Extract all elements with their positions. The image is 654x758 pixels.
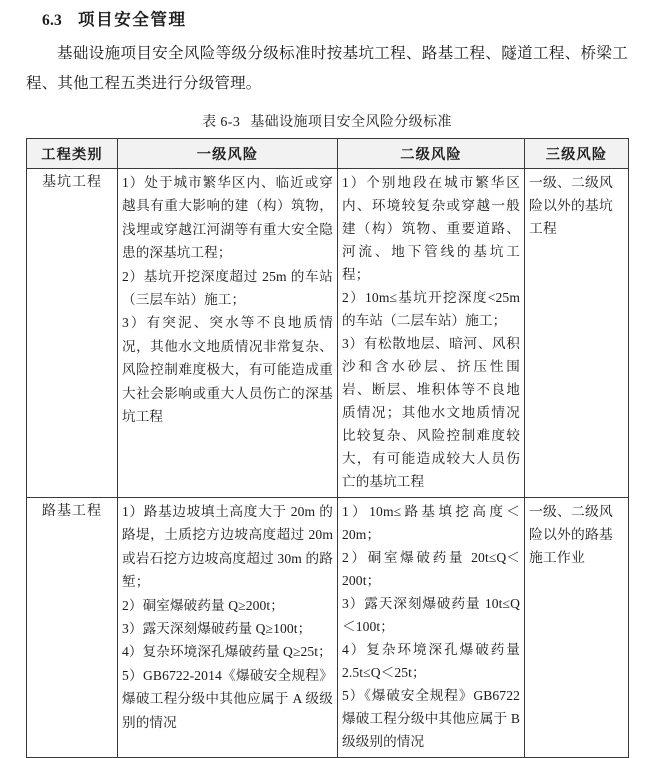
level1-item-list xyxy=(122,171,333,428)
cell-level1 xyxy=(118,498,338,758)
risk-item: 5）《爆破安全规程》GB6722 爆破工程分级中其他应属于 B 级级别的情况 xyxy=(342,688,520,749)
cell-level1 xyxy=(118,169,338,498)
risk-item: 2）10m≤基坑开挖深度<25m 的车站（二层车站）施工； xyxy=(342,290,520,328)
risk-item: 3）有突泥、突水等不良地质情况，其他水文地质情况非常复杂、风险控制难度极大，有可能造成重大社会影响或重大人员伤亡的深基坑工程 xyxy=(122,315,333,425)
risk-grading-table xyxy=(26,138,629,758)
table-row xyxy=(27,498,629,758)
cell-category: 路基工程 xyxy=(27,498,118,758)
cell-level2 xyxy=(338,498,525,758)
risk-item: 1）10m≤路基填挖高度＜20m； xyxy=(342,504,520,542)
table-header-row xyxy=(27,139,629,169)
level2-item-list xyxy=(342,171,520,493)
cell-level3: 一级、二级风险以外的路基施工作业 xyxy=(525,498,629,758)
risk-table-wrapper xyxy=(26,138,628,758)
risk-item: 2）硐室爆破药量 Q≥200t； xyxy=(122,597,284,613)
table-caption xyxy=(0,111,654,131)
risk-item: 4）复杂环境深孔爆破药量 2.5t≤Q＜25t； xyxy=(342,642,520,680)
risk-item: 3）露天深刻爆破药量 10t≤Q＜100t； xyxy=(342,596,520,634)
table-row xyxy=(27,169,629,498)
table-head xyxy=(27,139,629,169)
risk-item: 1）处于城市繁华区内、临近或穿越具有重大影响的建（构）筑物，浅埋或穿越江河湖等有重大安全隐患的深基坑工程； xyxy=(122,175,333,261)
risk-item: 3）有松散地层、暗河、风积沙和含水砂层、挤压性围岩、断层、堆积体等不良地质情况；其他水文地质情况比较复杂、风险控制难度较大，有可能造成较大人员伤亡的基坑工程 xyxy=(342,336,520,489)
table-caption-title: 基础设施项目安全风险分级标准 xyxy=(250,115,452,130)
risk-item: 1）个别地段在城市繁华区内、环境较复杂或穿越一般建（构）筑物、重要道路、河流、地下管线的基坑工程； xyxy=(342,175,520,282)
section-number: 6.3 xyxy=(42,12,62,29)
column-header-level3: 三级风险 xyxy=(525,139,629,169)
risk-item: 4）复杂环境深孔爆破药量 Q≥25t； xyxy=(122,644,332,660)
cell-level3: 一级、二级风险以外的基坑工程 xyxy=(525,169,629,498)
risk-item: 2）基坑开挖深度超过 25m 的车站（三层车站）施工； xyxy=(122,268,333,308)
column-header-level1: 一级风险 xyxy=(118,139,338,169)
risk-item: 3）露天深刻爆破药量 Q≥100t； xyxy=(122,621,312,637)
column-header-level2: 二级风险 xyxy=(338,139,525,169)
level2-item-list xyxy=(342,500,520,753)
table-caption-label: 表 6-3 xyxy=(202,115,241,130)
column-header-category: 工程类别 xyxy=(27,139,118,169)
body-paragraph: 基础设施项目安全风险等级分级标准时按基坑工程、路基工程、隧道工程、桥梁工程、其他工程五类进行分级管理。 xyxy=(26,45,628,92)
cell-category: 基坑工程 xyxy=(27,169,118,498)
cell-level2 xyxy=(338,169,525,498)
risk-item: 1）路基边坡填土高度大于 20m 的路堤，土质挖方边坡高度超过 20m 或岩石挖方边坡高度超过 30m 的路堑； xyxy=(122,504,333,590)
table-body xyxy=(27,169,629,758)
risk-item: 5）GB6722-2014《爆破安全规程》爆破工程分级中其他应属于 A 级级别的情况 xyxy=(122,667,333,730)
section-heading xyxy=(0,0,654,30)
level1-item-list xyxy=(122,500,333,734)
section-title: 项目安全管理 xyxy=(78,10,187,29)
risk-item: 2）硐室爆破药量 20t≤Q＜200t； xyxy=(342,550,520,588)
